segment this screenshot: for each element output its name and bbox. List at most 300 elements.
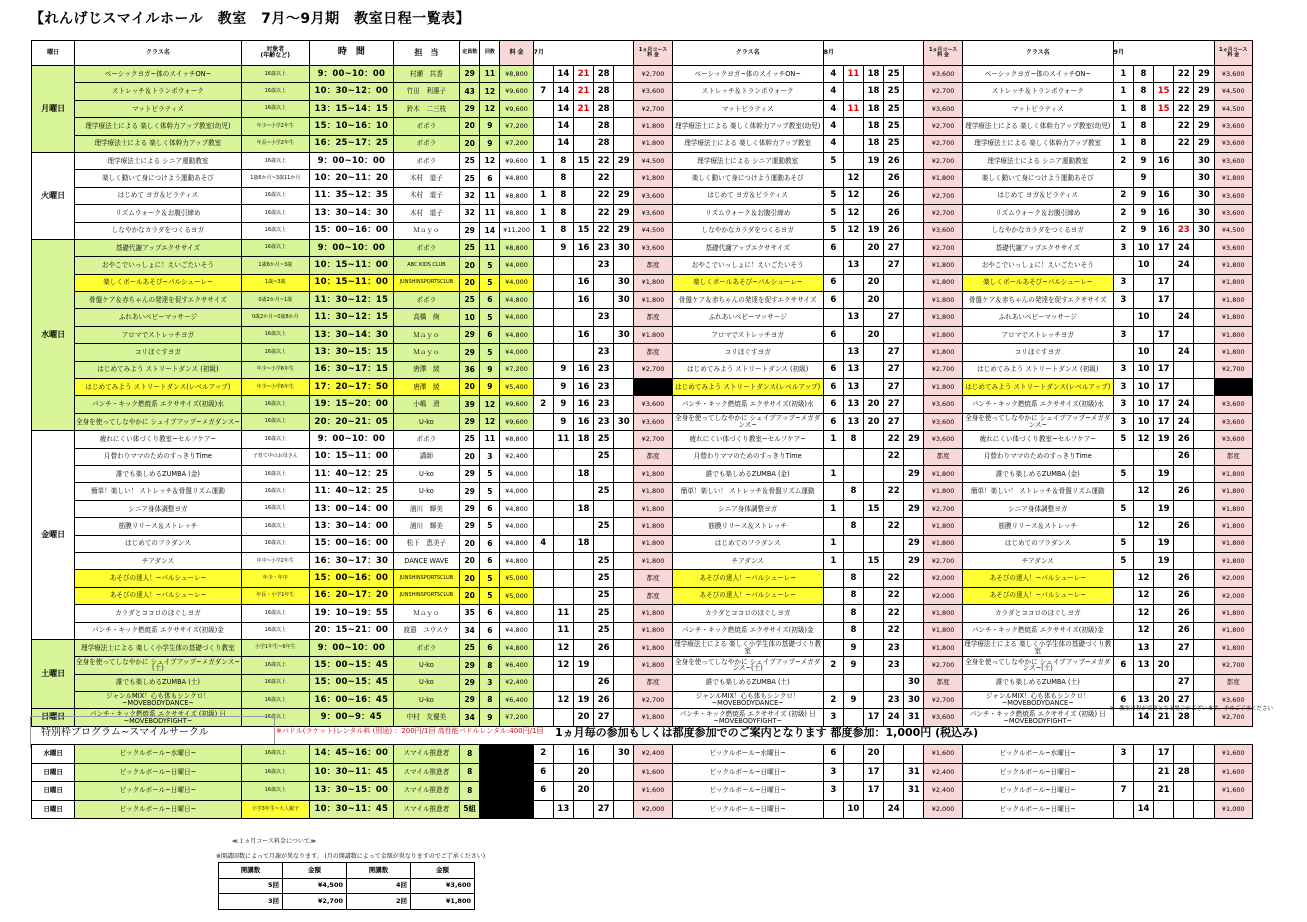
class-name: ジャンルMIX！心も体もシンクロ！ ~MOVEBODYDANCE~	[75, 692, 241, 709]
aug-date: 6	[823, 745, 843, 764]
sep-course-fee: ¥1,800	[1214, 326, 1252, 343]
target-age: 年少~小学2年生	[241, 118, 310, 135]
sep-date: 5	[1113, 465, 1133, 482]
sep-date	[1133, 745, 1153, 764]
class-name-sep: 全身を使ってしなやかに シェイプアップ~メガダンス~	[962, 413, 1113, 430]
sep-course-fee: ¥2,000	[1214, 587, 1252, 604]
july-date: 11	[553, 605, 573, 622]
aug-date: 17	[864, 763, 884, 782]
capacity: 25	[460, 239, 480, 256]
july-date: 16	[573, 745, 593, 764]
aug-date	[904, 396, 924, 413]
class-name-aug: リズムウォーク＆お腹引締め	[672, 205, 823, 222]
instructor: U-ko	[393, 674, 459, 691]
capacity: 35	[460, 605, 480, 622]
class-name-aug: 誰でも楽しめるZUMBA (土)	[672, 674, 823, 691]
session-count: 6	[480, 639, 500, 656]
sep-date	[1154, 639, 1174, 656]
sep-course-fee: 都度	[1214, 674, 1252, 691]
table-row	[32, 309, 1253, 326]
class-name: 誰でも楽しめるZUMBA (土)	[75, 674, 241, 691]
capacity: 29	[460, 326, 480, 343]
instructor: ポポラ	[393, 135, 459, 152]
capacity: 29	[460, 518, 480, 535]
july-course-fee: ¥2,400	[634, 745, 672, 764]
sep-date: 29	[1194, 100, 1214, 117]
aug-course-fee: ¥3,600	[924, 413, 962, 430]
fee: ¥7,200	[500, 135, 533, 152]
july-date	[553, 309, 573, 326]
sep-course-fee: ¥2,700	[1214, 361, 1252, 378]
class-name: コリほぐすヨガ	[75, 344, 241, 361]
class-name: アロマでストレッチヨガ	[75, 326, 241, 343]
session-count: 5	[480, 570, 500, 587]
sep-course-fee: ¥3,600	[1214, 205, 1252, 222]
aug-date	[904, 639, 924, 656]
aug-date	[904, 605, 924, 622]
class-name: 楽しくボールあそび~パルシューレ~	[75, 274, 241, 291]
fee-cell: 4回	[347, 878, 411, 894]
aug-date	[823, 170, 843, 187]
sep-course-fee: 都度	[1214, 448, 1252, 465]
aug-date	[843, 152, 863, 169]
class-name: しなやかなカラダをつくるヨガ	[75, 222, 241, 239]
aug-date	[904, 239, 924, 256]
class-name: 筋膜リリース＆ストレッチ	[75, 518, 241, 535]
sep-date: 19	[1154, 535, 1174, 552]
aug-date: 13	[843, 413, 863, 430]
aug-date	[843, 500, 863, 517]
aug-course-fee: ¥1,800	[924, 518, 962, 535]
sep-date	[1113, 448, 1133, 465]
class-name-aug: 理学療法士による シニア運動教室	[672, 152, 823, 169]
class-name-aug: 全身を使ってしなやかに シェイプアップ~メガダンス~(土)	[672, 657, 823, 674]
aug-date: 20	[864, 396, 884, 413]
table-row	[32, 605, 1253, 622]
july-date	[573, 639, 593, 656]
instructor: ポポラ	[393, 431, 459, 448]
sep-date: 2	[1113, 152, 1133, 169]
sep-date	[1154, 344, 1174, 361]
blank-cell	[480, 800, 533, 819]
instructor: JUNSHINSPORTSCLUB	[393, 274, 459, 291]
capacity: 25	[460, 170, 480, 187]
class-name: はじめて ヨガ＆ピラティス	[75, 187, 241, 204]
sep-date	[1154, 448, 1174, 465]
sep-course-fee: ¥2,000	[1214, 570, 1252, 587]
aug-course-fee: ¥3,600	[924, 222, 962, 239]
schedule-table	[31, 40, 1253, 727]
july-date: 30	[614, 745, 634, 764]
aug-course-fee: ¥2,700	[924, 361, 962, 378]
sep-course-fee: ¥1,800	[1214, 552, 1252, 569]
table-row	[32, 100, 1253, 117]
aug-date: 27	[884, 396, 904, 413]
class-name-aug: シニア身体調整ヨガ	[672, 500, 823, 517]
class-name-sep: 全身を使ってしなやかに シェイプアップ~メガダンス~(土)	[962, 657, 1113, 674]
session-count: 6	[480, 552, 500, 569]
table-row	[32, 344, 1253, 361]
july-date	[533, 239, 553, 256]
sep-date	[1174, 500, 1194, 517]
target-age: 16歳以上	[241, 709, 310, 726]
class-name-aug: カラダとココロのほぐしヨガ	[672, 605, 823, 622]
sep-date	[1113, 674, 1133, 691]
instructor: U-ko	[393, 657, 459, 674]
july-date: 25	[594, 622, 614, 639]
aug-date: 6	[823, 379, 843, 396]
schedule-change-note: ※ 教室日程が変更となる場合がございます。予めご了承ください	[1109, 706, 1273, 712]
july-course-fee: ¥1,800	[634, 535, 672, 552]
class-name-sep: 基礎代謝アップエクササイズ	[962, 239, 1113, 256]
aug-date: 15	[864, 500, 884, 517]
aug-date	[864, 431, 884, 448]
sep-date	[1133, 448, 1153, 465]
session-count: 5	[480, 257, 500, 274]
aug-date: 12	[843, 205, 863, 222]
class-name-aug: アロマでストレッチヨガ	[672, 326, 823, 343]
session-count: 11	[480, 239, 500, 256]
aug-course-fee: ¥2,700	[924, 657, 962, 674]
july-course-fee: ¥1,800	[634, 639, 672, 656]
aug-date: 4	[823, 135, 843, 152]
july-date	[573, 518, 593, 535]
sep-date	[1194, 500, 1214, 517]
sep-date	[1113, 518, 1133, 535]
aug-date: 8	[843, 622, 863, 639]
aug-date: 1	[823, 552, 843, 569]
fee: ¥4,800	[500, 622, 533, 639]
instructor: U-ko	[393, 413, 459, 430]
instructor: ポポラ	[393, 118, 459, 135]
sep-course-fee: ¥3,600	[1214, 431, 1252, 448]
july-date	[533, 274, 553, 291]
target-age: 16歳以上	[241, 326, 310, 343]
target-age: 1歳6か月~3歳11か月	[241, 170, 310, 187]
sep-date: 1	[1113, 100, 1133, 117]
sep-date	[1113, 639, 1133, 656]
class-name: 骨盤ケア＆赤ちゃんの発達を促すエクササイズ	[75, 292, 241, 309]
aug-date: 8	[843, 483, 863, 500]
aug-date: 20	[864, 239, 884, 256]
aug-date	[904, 344, 924, 361]
aug-course-fee: ¥2,000	[924, 587, 962, 604]
sep-date: 12	[1133, 587, 1153, 604]
aug-date	[843, 326, 863, 343]
target-age: 0歳2か月~1歳	[241, 292, 310, 309]
july-date: 25	[594, 483, 614, 500]
fee-cell: ¥3,600	[411, 878, 475, 894]
sep-date: 23	[1174, 222, 1194, 239]
july-date	[573, 135, 593, 152]
capacity: 34	[460, 709, 480, 726]
class-name: ストレッチ＆トランポウォーク	[75, 83, 241, 100]
july-date: 25	[594, 570, 614, 587]
aug-date	[843, 83, 863, 100]
class-time: 13：30~14：30	[310, 205, 394, 222]
class-time: 16：30~17：30	[310, 552, 394, 569]
aug-date: 25	[884, 135, 904, 152]
aug-date: 12	[843, 222, 863, 239]
target-age: 16歳以上	[241, 344, 310, 361]
july-date	[614, 448, 634, 465]
sep-course-fee: ¥3,600	[1214, 692, 1252, 709]
sep-date: 30	[1194, 187, 1214, 204]
july-date: 22	[594, 205, 614, 222]
instructor: JUNSHINSPORTSCLUB	[393, 587, 459, 604]
sep-date: 20	[1154, 692, 1174, 709]
target-age: 16歳以上	[241, 692, 310, 709]
aug-date: 19	[864, 222, 884, 239]
sep-date	[1194, 361, 1214, 378]
class-name-sep: あそびの達人！~パルシューレ~	[962, 570, 1113, 587]
aug-date	[843, 535, 863, 552]
aug-date	[884, 674, 904, 691]
instructor: Ｍａｙｏ	[393, 326, 459, 343]
session-count: 9	[480, 135, 500, 152]
july-date	[594, 657, 614, 674]
session-count: 6	[480, 535, 500, 552]
aug-date: 6	[823, 361, 843, 378]
class-name-sep: パンチ・キック燃焼系 エクササイズ (初級) 日~MOVEBODYFIGHT~	[962, 709, 1113, 726]
target-age: 0歳2か月~0歳8か月	[241, 309, 310, 326]
class-name-sep: 誰でも楽しめるZUMBA (土)	[962, 674, 1113, 691]
instructor: スマイル推進者	[393, 745, 459, 764]
july-date	[614, 483, 634, 500]
sep-date: 10	[1133, 257, 1153, 274]
aug-date	[884, 782, 904, 801]
sep-date: 21	[1154, 763, 1174, 782]
sep-date	[1113, 483, 1133, 500]
july-date: 8	[553, 222, 573, 239]
class-time: 13：00~14：00	[310, 500, 394, 517]
july-date	[533, 66, 553, 83]
capacity: 20	[460, 448, 480, 465]
session-count: 6	[480, 500, 500, 517]
fee: ¥5,000	[500, 587, 533, 604]
july-date: 30	[614, 292, 634, 309]
class-time: 13：30~14：30	[310, 326, 394, 343]
aug-date: 25	[884, 66, 904, 83]
july-date: 22	[594, 187, 614, 204]
class-name-aug: マットピラティス	[672, 100, 823, 117]
sep-date	[1133, 763, 1153, 782]
july-course-fee: ¥3,600	[634, 205, 672, 222]
fee-cell: 2回	[347, 894, 411, 910]
july-date	[614, 518, 634, 535]
instructor: 中村 友優美	[393, 709, 459, 726]
aug-date	[864, 800, 884, 819]
class-time: 10：20~11：20	[310, 170, 394, 187]
fee: ¥4,800	[500, 170, 533, 187]
july-course-fee: ¥3,600	[634, 239, 672, 256]
table-row	[32, 361, 1253, 378]
sep-date: 5	[1113, 431, 1133, 448]
sep-date: 26	[1174, 605, 1194, 622]
july-date: 16	[573, 239, 593, 256]
special-table	[31, 744, 1253, 819]
class-name-sep: ベーシックヨガ~体のスイッチON~	[962, 66, 1113, 83]
aug-date: 6	[823, 274, 843, 291]
class-time: 10：15~11：00	[310, 257, 394, 274]
july-date: 18	[573, 500, 593, 517]
session-count: 5	[480, 344, 500, 361]
aug-date	[904, 152, 924, 169]
aug-course-fee: ¥2,000	[924, 570, 962, 587]
july-date: 25	[594, 587, 614, 604]
instructor: U-ko	[393, 483, 459, 500]
july-date: 21	[573, 83, 593, 100]
class-name-sep: ピックルボール~日曜日~	[962, 800, 1113, 819]
july-date: 23	[594, 361, 614, 378]
aug-course-fee: ¥1,800	[924, 274, 962, 291]
july-date	[573, 170, 593, 187]
class-name-sep: はじめてみよう ストリートダンス(レベルアップ)	[962, 379, 1113, 396]
july-date: 23	[594, 257, 614, 274]
aug-date: 23	[884, 639, 904, 656]
capacity: 29	[460, 100, 480, 117]
july-date	[573, 187, 593, 204]
class-name-aug: ふれあいベビーマッサージ	[672, 309, 823, 326]
class-name: 簡単！楽しい！ ストレッチ＆骨盤リズム運動	[75, 483, 241, 500]
july-date	[533, 709, 553, 726]
capacity: 29	[460, 465, 480, 482]
july-date	[533, 257, 553, 274]
class-name-sep: おやこでいっしょに！えいごたいそう	[962, 257, 1113, 274]
class-name: 理学療法士による シニア運動教室	[75, 152, 241, 169]
instructor: 鈴木 二三枝	[393, 100, 459, 117]
class-name-sep: 疲れにくい体づくり教室~セルフケア~	[962, 431, 1113, 448]
july-date	[573, 587, 593, 604]
class-name: 月替わりママのためのすっきりTime	[75, 448, 241, 465]
july-date	[614, 782, 634, 801]
class-name-aug: 筋膜リリース＆ストレッチ	[672, 518, 823, 535]
session-count: 6	[480, 622, 500, 639]
table-row	[32, 657, 1253, 674]
session-count: 9	[480, 118, 500, 135]
sep-date	[1133, 292, 1153, 309]
class-time: 15：00~16：00	[310, 222, 394, 239]
sep-date	[1174, 205, 1194, 222]
table-row	[32, 483, 1253, 500]
sep-course-fee: ¥1,800	[1214, 170, 1252, 187]
special-row	[32, 782, 1253, 801]
sep-course-fee	[1214, 379, 1252, 396]
fee: ¥6,400	[500, 692, 533, 709]
sep-course-fee: ¥1,800	[1214, 292, 1252, 309]
aug-course-fee: ¥1,800	[924, 483, 962, 500]
sep-date: 8	[1133, 66, 1153, 83]
aug-date: 27	[884, 257, 904, 274]
aug-date	[843, 448, 863, 465]
session-count: 5	[480, 309, 500, 326]
sep-date: 3	[1113, 326, 1133, 343]
aug-date: 22	[884, 605, 904, 622]
class-name-sep: カラダとココロのほぐしヨガ	[962, 605, 1113, 622]
class-time: 13：30~15：15	[310, 344, 394, 361]
july-date: 26	[594, 692, 614, 709]
capacity: 20	[460, 587, 480, 604]
july-date	[533, 344, 553, 361]
class-name-aug: 簡単！楽しい！ ストレッチ＆骨盤リズム運動	[672, 483, 823, 500]
july-date: 2	[533, 396, 553, 413]
fee-cell: ¥4,500	[283, 878, 347, 894]
sep-date	[1154, 518, 1174, 535]
july-date	[573, 483, 593, 500]
july-date: 8	[553, 170, 573, 187]
session-count: 12	[480, 83, 500, 100]
sep-date	[1133, 465, 1153, 482]
class-name-sep: パンチ・キック燃焼系 エクササイズ(初級)水	[962, 396, 1113, 413]
sep-date: 24	[1174, 344, 1194, 361]
aug-date: 11	[843, 100, 863, 117]
sep-date	[1113, 257, 1133, 274]
session-count: 8	[480, 657, 500, 674]
sep-date: 17	[1154, 239, 1174, 256]
july-date	[553, 745, 573, 764]
aug-date	[904, 326, 924, 343]
july-date	[553, 535, 573, 552]
class-name-aug: おやこでいっしょに！えいごたいそう	[672, 257, 823, 274]
sep-date: 17	[1154, 396, 1174, 413]
july-date: 9	[553, 239, 573, 256]
july-date: 14	[553, 118, 573, 135]
day-label: 金曜日	[32, 431, 75, 640]
sep-date: 14	[1133, 800, 1153, 819]
fee: ¥9,600	[500, 83, 533, 100]
instructor: スマイル推進者	[393, 763, 459, 782]
aug-date: 6	[823, 396, 843, 413]
july-course-fee: ¥1,800	[634, 552, 672, 569]
sep-date: 26	[1174, 518, 1194, 535]
target-age: 16歳以上	[241, 674, 310, 691]
session-count: 9	[480, 379, 500, 396]
capacity: 29	[460, 66, 480, 83]
sep-date: 22	[1174, 83, 1194, 100]
sep-course-fee: ¥1,800	[1214, 605, 1252, 622]
class-name-sep: パンチ・キック燃焼系 エクササイズ(初級)金	[962, 622, 1113, 639]
july-date	[533, 448, 553, 465]
july-date	[594, 763, 614, 782]
target-age: 16歳以上	[241, 763, 310, 782]
sep-date: 26	[1174, 570, 1194, 587]
session-count: 12	[480, 396, 500, 413]
table-row	[32, 222, 1253, 239]
aug-course-fee: 都度	[924, 674, 962, 691]
july-date	[573, 344, 593, 361]
sep-date	[1113, 800, 1133, 819]
target-age: 16歳以上	[241, 396, 310, 413]
july-date	[553, 344, 573, 361]
july-date	[533, 292, 553, 309]
sep-course-fee: ¥3,600	[1214, 118, 1252, 135]
fee-cell: 3回	[219, 894, 283, 910]
capacity: 20	[460, 379, 480, 396]
sep-date	[1174, 170, 1194, 187]
instructor: 竹田 利惠子	[393, 83, 459, 100]
aug-date: 8	[843, 518, 863, 535]
sep-course-fee: ¥4,500	[1214, 100, 1252, 117]
aug-date: 27	[884, 309, 904, 326]
aug-course-fee: ¥1,800	[924, 344, 962, 361]
july-date: 20	[573, 709, 593, 726]
july-date	[553, 674, 573, 691]
class-time: 10：30~11：45	[310, 763, 394, 782]
class-name-aug: ジャンルMIX！心も体もシンクロ！ ~MOVEBODYDANCE~	[672, 692, 823, 709]
aug-date	[864, 205, 884, 222]
july-course-fee: ¥3,600	[634, 187, 672, 204]
sep-course-fee: ¥1,800	[1214, 257, 1252, 274]
